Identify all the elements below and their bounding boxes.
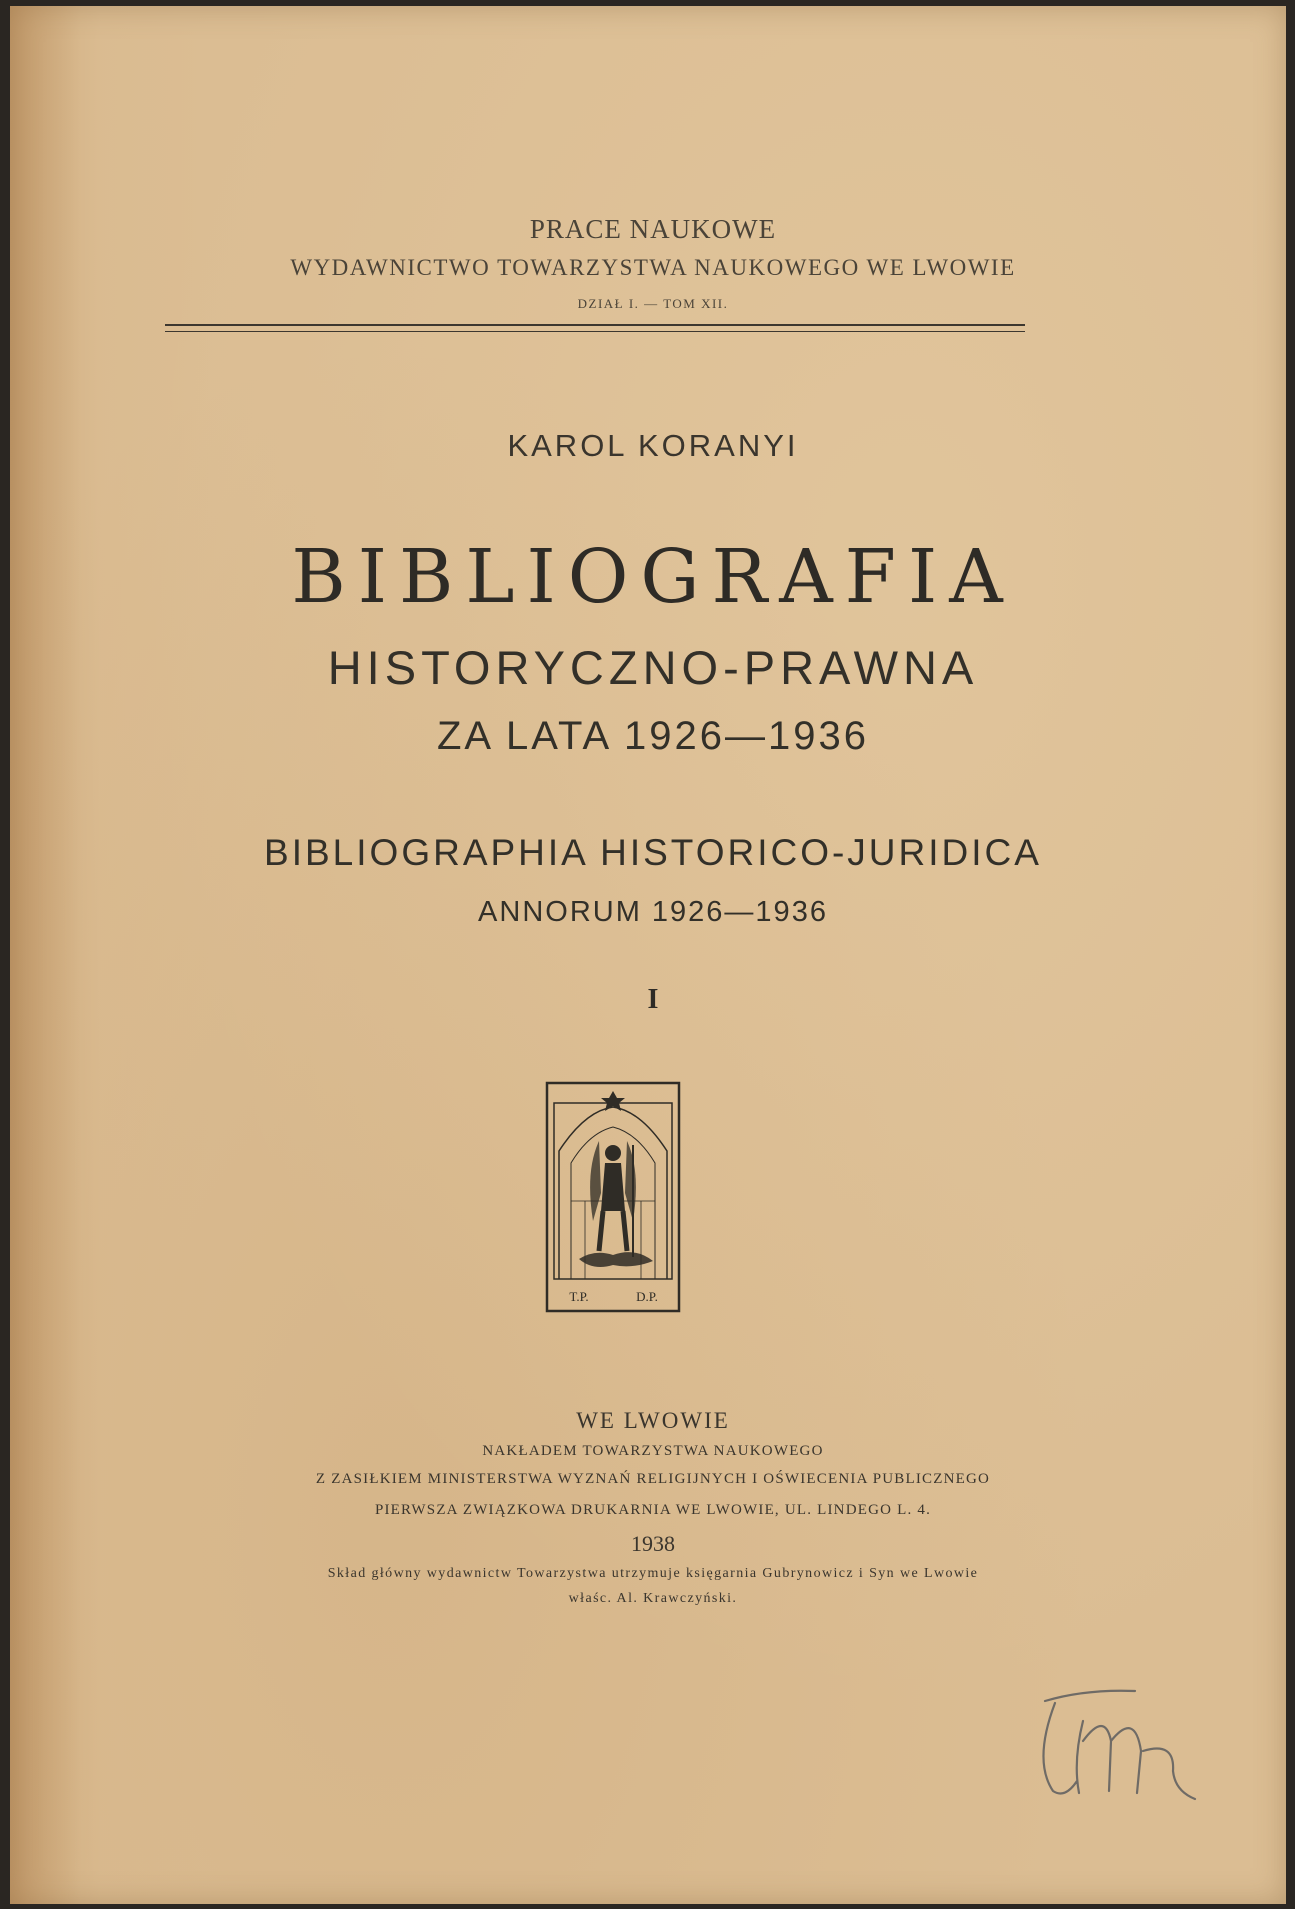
handwritten-signature-icon: [1025, 1681, 1205, 1811]
main-title: BIBLIOGRAFIA: [291, 534, 1015, 620]
publisher-name: WYDAWNICTWO TOWARZYSTWA NAUKOWEGO WE LWOWIE: [290, 255, 1016, 280]
distribution-line-1: Skład główny wydawnictw Towarzystwa utrzymuje księgarnia Gubrynowicz i Syn we Lwowie: [327, 1566, 979, 1581]
title-years: ZA LATA 1926—1936: [437, 714, 869, 758]
latin-years: ANNORUM 1926—1936: [478, 896, 828, 928]
publication-place: WE LWOWIE: [576, 1408, 730, 1433]
author-name: KAROL KORANYI: [507, 428, 799, 463]
publisher-emblem-icon: [545, 1081, 681, 1313]
division-volume: DZIAŁ I. — TOM XII.: [577, 296, 729, 311]
book-cover: [10, 6, 1286, 1904]
distribution-line-2: właśc. Al. Krawczyński.: [568, 1591, 738, 1606]
volume-number: I: [647, 984, 659, 1015]
header-rule: [165, 324, 1025, 332]
emblem-initials-right: D.P.: [636, 1289, 658, 1304]
subtitle: HISTORYCZNO-PRAWNA: [327, 641, 979, 694]
imprint-line-3: PIERWSZA ZWIĄZKOWA DRUKARNIA WE LWOWIE, UL. LINDEGO L. 4.: [374, 1502, 932, 1518]
latin-title: BIBLIOGRAPHIA HISTORICO-JURIDICA: [264, 832, 1042, 873]
emblem-initials-left: T.P.: [569, 1289, 589, 1304]
imprint-line-1: NAKŁADEM TOWARZYSTWA NAUKOWEGO: [482, 1443, 824, 1459]
edge-stain: [10, 6, 80, 1904]
imprint-line-2: Z ZASIŁKIEM MINISTERSTWA WYZNAŃ RELIGIJNYCH I OŚWIECENIA PUBLICZNEGO: [315, 1471, 991, 1487]
series-title: PRACE NAUKOWE: [529, 214, 777, 244]
publication-year: 1938: [631, 1531, 675, 1556]
